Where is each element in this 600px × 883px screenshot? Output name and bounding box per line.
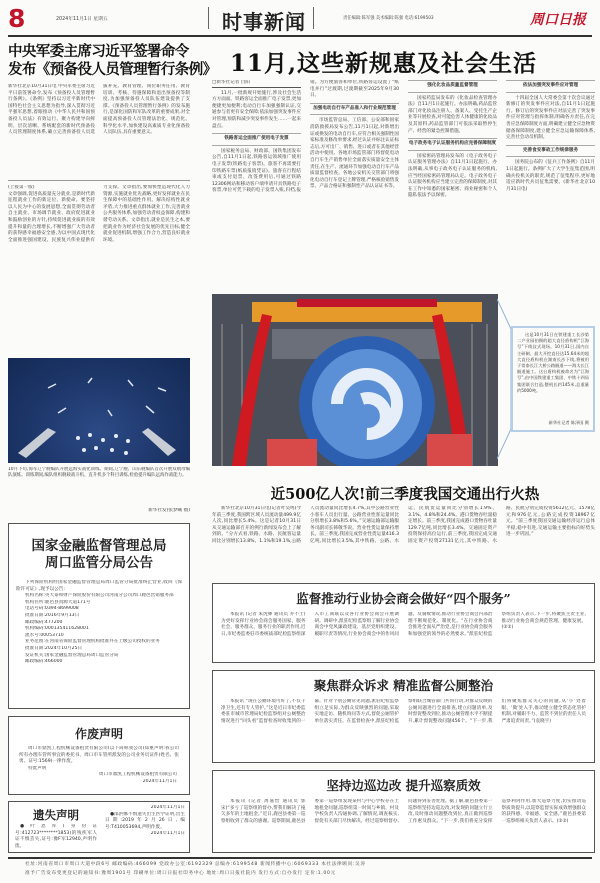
notice-line: 批准日期:2016年9月13日 bbox=[25, 612, 80, 618]
subhead: 铁路客运全面推广使用电子发票 bbox=[212, 133, 301, 146]
tunnel-boring-machine-photo bbox=[212, 294, 498, 466]
footer-line-1: 社址:河南省周口市周口大道中段6号 邮政编码:466099 党政办公室:6192329 总编办:6199548 新闻传播中心:6069333 本社法律顾问:吴涛 bbox=[25, 862, 366, 867]
tbm-photo-credit: 新华社记者 陈泽国 摄 bbox=[548, 420, 589, 425]
divider bbox=[313, 7, 314, 29]
footer-line-2: 准予广告发布变更登记的通知书:豫周1901号 印刷单位:周口日报社印务中心 地址:周口日报社院内 发行方式:自办发行 定价:1.00元 bbox=[25, 871, 336, 876]
lead-byline: □新华社记者 白阳 bbox=[212, 80, 301, 88]
notice-line: 电话号码:0394-8699008 bbox=[25, 606, 79, 612]
notice-line: 流水号:00053710 bbox=[25, 632, 64, 638]
subhead: 强化化妆品质量监督管理 bbox=[408, 80, 497, 93]
void-notice bbox=[8, 716, 190, 795]
employment-body: 文章强调,促进高质量充分就业,是新时代新征程就业工作的新定位、新使命。要坚持以人民为中心的发展思想,全面贯彻劳动者自主就业、市场调节就业、政府促进就业和鼓励创业的方针,持续促进就业质的有效提升和量的合理增长,不断增强广大劳动者的获得感幸福感安全感,为以中国式现代化全面推进强国建设、民族复兴伟业提供有力支撑。文章指出,要加快塑造现代化人力资源,实施就业优先战略,更好发挥就业在民生保障中的基础性作用。解决结构性就业矛盾,大力推进重点群体就业工作,完善就业公共服务体系,加强劳动者权益保障,构建和谐劳动关系。文章指出,就业是民生之本,要把就业作为经济社会发展的优先目标,健全就业促进机制,增强工作合力,营造良好就业环境。 bbox=[8, 185, 190, 243]
traffic-article: 新华社北京10月31日电(记者叶昊鸣)今年前三季度,我国跨区域人员流动量499.9亿人次,同比增长5.4%。这是记者10月31日从交通运输部召开的例行新闻发布会上了解到的。“分方式看,铁路、水路、民航客运量同比分别增长13.8%、1.1%和19.1%,公路人员流动量同比增长4.7%,其中公路营业性小客车人员出行量、公路营业性客运量同比分别增长3.8%和5.6%。”交通运输部运输服务司副司长韩敬华说。营业性货运量保持增长。前三季度,我国完成营业性货运量416.3亿吨,同比增长3.5%,其中铁路、公路、水运、民航货运量同比分别增长1.9%、3.1%、4.8%和24.4%。港口货物吞吐量稳定增长。前三季度,我国完成港口货物吞吐量129.7亿吨,同比增长3.4%。交通固定资产投资保持高位运行,前三季度,我国完成交通固定资产投资27131亿元,其中铁路、水路、民航分别完成投资5612亿元、1578亿元和976亿元,公路完成投资18967亿元。“前三季度我国交通运输经济运行总体平稳,稳中有进,交通运输主要指标向好势头进一步巩固。” bbox=[212, 506, 595, 544]
lead-headline: 11月,这些新规惠及社会生活 bbox=[230, 50, 538, 77]
void-notice-company: 周口市鼎凯工程机械设备租赁有限公司 bbox=[98, 772, 177, 778]
carrier-fleet-photo bbox=[8, 358, 190, 463]
tbm-caption-box bbox=[511, 326, 595, 432]
divider bbox=[8, 180, 190, 181]
subhead: 依法加强突发事件应对管理 bbox=[506, 80, 595, 93]
association-supervision-box bbox=[212, 583, 595, 663]
headline-line-1: 中央军委主席习近平签署命令 bbox=[8, 44, 189, 60]
subhead: 电子政务电子认证服务机构应完善保障制度 bbox=[408, 138, 497, 151]
notice-line: 业务范围:在河南省保险监督管理机构批准并在上级公司授权的业务 bbox=[25, 639, 160, 645]
lead-paragraph: 十四届全国人大常委会第十次会议通过新修订的突发事件应对法,自11月1日起施行。修订后的突发事件应对法完善了突发事件应对管理与指挥体制,明确各方责任,在完善应急保障制度方面,明确建立健全应急物资储备保障制度,建立健全应急运输保障体系,完善社会动员机制。 bbox=[506, 95, 595, 141]
lead-paragraph: 国务院公布的《征兵工作条例》自11月1日起施行。条例扩大了大学生征集范围,明确兵役机关的职责,规范了征集程序,更好地适应新时代兵员征集需要。(新华社北京10月31日电) bbox=[506, 160, 595, 192]
editor-info: 责任编辑:陈军强 美术编辑:陈强 电话:6199503 bbox=[343, 16, 434, 21]
lost-notice-right bbox=[105, 805, 185, 838]
notice-line: 批准日期:2024年10月25日 bbox=[25, 645, 83, 651]
issue-date: 2024年11月1日 星期五 bbox=[56, 17, 108, 22]
notice-line: 机构编码:000135411628001 bbox=[25, 626, 89, 632]
box-title: 坚持边巡边改 提升巡察质效 bbox=[326, 778, 481, 793]
fleet-photo-credit: 新华社发(张梦曦 摄) bbox=[148, 508, 190, 513]
section-title: 时事新闻 bbox=[222, 10, 306, 34]
paper-logo: 周口日报 bbox=[530, 12, 586, 28]
employment-article bbox=[8, 185, 190, 352]
box-body: 本报讯 (记者 朱虎彝 通讯员 乔不士)为更好发挥行业协会商会服务国家、服务社会、服务群众、服务行业的职责作用,近日,市纪委监委驻市委统战部纪检监察组深入市工商联以及各行业协会商会开展调研。调研中,派驻纪检监察组了解行业协会商会中党风廉政建设、基层党组织建设、履职尽责等情况,行业协会商会中的作风问题、反腐败情况,推动行业协会商会内部治理不断规范化、制度化。“在行业协会商会推进全面从严治党,是行业协会商会服务和加强党的领导的必然要求。”派驻纪检监察组负责人表示,下一步,将聚焦主责主业,推动行业协会商会规范管理、健康发展。(②②) bbox=[221, 612, 586, 637]
subhead: 完善食安事故工作规律服务 bbox=[506, 145, 595, 158]
lead-paragraph: 国家药监局发布的《化妆品检查管理办法》自11月1日起施行。办法明确,药品监管部门对化妆品注册人、备案人、受托生产企业等开展检查,对可能危害人体健康的化妆品及其原料,药品监管部门可依法采取暂停生产、经营的紧急控制措施。 bbox=[408, 95, 497, 134]
lost-notice-title: 遗失声明 bbox=[33, 808, 79, 822]
footer-rule bbox=[8, 857, 592, 859]
lost-item-2: ●邵洪娜不慎遗失出生医学证明,出生日期:2019年2月26日,编号:T410053694,声明作废。 bbox=[105, 811, 185, 830]
tbm-graphic bbox=[212, 294, 498, 466]
public-toilet-supervision-box bbox=[212, 670, 595, 763]
fleet-graphic bbox=[8, 358, 190, 463]
box-title: 监督推动行业协会商会做好“四个服务” bbox=[296, 591, 511, 606]
notice-title bbox=[9, 538, 189, 572]
traffic-headline: 近500亿人次!前三季度我国交通出行火热 bbox=[270, 486, 540, 503]
notice-line: 机构名称:英大泰和财产保险股份有限公司河南分公司周口鹿邑营销服务部 bbox=[25, 593, 174, 599]
notice-line: 机构住所:鹿邑县真源大道171号 bbox=[25, 599, 91, 605]
subhead: 加强电动自行车产品准入和行业规范管理 bbox=[310, 103, 399, 116]
notice-title-line-1: 国家金融监督管理总局 bbox=[31, 538, 167, 554]
void-notice-closing: 特此声明 bbox=[28, 765, 47, 771]
notice-intro: 下列保险机构经国家金融监督管理总局周口监管分局批准终止营业,收回《保险许可证》,现予以公告: bbox=[16, 580, 182, 592]
page-number: 8 bbox=[8, 4, 26, 33]
lost-date-2: 2024年11月1日 bbox=[150, 831, 185, 837]
fleet-photo-caption: 10月下旬,海军辽宁舰编队开展远海实战化训练。期间,辽宁舰、山东舰编队首次开展双航母编队演练。训练期间,编队组织舰载战斗机、直升机多个科目训练,检验提升编队远海作战能力。 bbox=[8, 467, 190, 479]
lead-paragraph: 市场监管总局、工信部、公安部和国家消防救援局发布公告,11月1日起,对新增出证或换发的电动自行车,应符合相关强制性国家标准及修改单要求,经过认证并标注认证标志后,方可出厂、销售、进口或者在其他经营活动中使用。各地市场监管部门将督促电动自行车生产销售单位全面落实质量安全主体责任,在生产、流通环节加强电动自行车产品质量监督检查。各地公安机关交管部门将强化电动自行车登记上牌管理,严格核验销售发票、产品合格证和强制性产品认证证书等。 bbox=[310, 118, 399, 190]
lead-intro: 11月,一批新规开始施行,涉及社会生活方方面面。铁路客运全面推广电子发票,更加便捷更加便利;电动自行车加强强制认证,交通参与者更有安全保障;依法加强突发事件应对管理,预防和减少突发事件发生……一起来盘点。 bbox=[212, 90, 301, 129]
tbm-caption: 这是10月31日在铁建重工长沙第二产业园拍摄的超大直径盾构机“江海号”下线仪式现场。10月31日,国内自主研制、最大开挖直径达15.64米的超大直径盾构机在湖南长沙下线,将被用于常泰长江大桥公路隧道——海太长江隧道施工。这台盾构机被命名为“江海号”,由中国铁建重工集团、中铁十四局集团联合打造,整机长约145米,总重量约5000吨。 bbox=[517, 332, 589, 393]
box-body: 本报讯 (记者 禹嘉怡 通讯员 郭宋)“多亏了巡察组的督办,帮我们解决了拖欠多年的土地租金。”近日,鹿邑县委第一巡察组收到了群众的感谢。巡察期间,鹿邑县委第一巡察组发现某村与中心学校存在土地租金问题,巡察组第一时间与乡镇、村及学校负责人沟通协调,了解情况,调查核实,督促有关部门尽快解决。经过巡察组督办,问题得到妥善处理。据了解,鹿邑县委第一巡察组坚持边巡边改,对发现的问题立行立改,及时推动问题整改到位,真正做到巡察工作惠及群众。“下一步,我们将充分发挥巡察利剑作用,加大巡察力度,切实推动巡察质效提升,以巡察监督实际成效增强群众的获得感、幸福感、安全感。”鹿邑县委第一巡察组相关负责人表示。(②②) bbox=[221, 799, 586, 824]
headline-reserve-regulations bbox=[8, 43, 217, 79]
notice-line: 邮政编码:477200 bbox=[25, 619, 63, 625]
divider bbox=[208, 7, 209, 29]
regulator-notice bbox=[8, 523, 190, 709]
box-title: 聚焦群众诉求 精准监督公厕整治 bbox=[313, 678, 494, 693]
notice-line: 发证机关:国家金融监督管理总局周口监管分局 bbox=[25, 652, 119, 658]
lost-notice bbox=[8, 801, 190, 853]
void-notice-date: 2024年11月1日 bbox=[142, 778, 177, 784]
reserve-article-body: 新华社北京10月31日电 中央军委主席习近平日前签署命令,发布《预备役人员管理暂行条例》。《条例》坚持以习近平新时代中国特色社会主义思想为指导,深入贯彻习近平强军思想,着眼推动《中华人民共和国预备役人员法》有效运行。聚力构建导向鲜明、层次清晰、系统配套的新时代预备役人员管理制度体系,确立完善预备役人员选拔补充、教育管理、岗位职务任用、教育培训、考核、待遇保障和退出预备役等制度,为加强预备役人员队伍建设提供了支撑。《预备役人员管理暂行条例》的发布施行,是深化国防和军队改革的重要成果,对全面提高预备役人员管理法治化、规范化、科学化水平,加快建设高素质专业化预备役人员队伍,具有重要意义。 bbox=[8, 84, 190, 136]
void-notice-title: 作废声明 bbox=[74, 727, 123, 741]
notice-line: 邮政编码:466000 bbox=[25, 659, 63, 665]
lead-paragraph: 国家密码管理局发布的《电子政务电子认证服务管理办法》自11月1日起施行。办法明确,从事电子政务电子认证服务的机构,应当经国家密码管理局认定。电子政务电子认证服务机构应当建立完善的保障制度,对其在工作中知悉的国家秘密、商业秘密和个人隐私依法予以保密。 bbox=[408, 153, 497, 199]
continued-label: (上接第一版) bbox=[8, 185, 35, 190]
box-body: 本报讯 “现在公厕环境可好了,不仅干净卫生,还有专人管护。”这是近日市纪委监委驻市城市管理局纪检监察组对公厕整治情况进行“回头看”监督检查时收集到的一幕。针对个别公厕常见问题,派驻纪检监察组立足实际,为群众反映强烈的问题,采取实地走访、随机询问等方式,督促公厕管护单位落实责任。在监督检查中,派驻纪检监察组联合城管部门共同行动,对群众反映的公厕问题进行全面排查,建立问题清单,及时督促整改到位,推动公厕管理水平不断提升,累计督促整改问题456个。“下一步,我们将聚焦群众关心的问题,从‘小’处着眼、‘微’处入手,推动建立健全常态化管护机制,对履职不力、监管不到位的责任人员严肃追责问责。”(袁晓宇) bbox=[221, 699, 586, 724]
notice-lines bbox=[16, 593, 182, 666]
headline-line-2: 发布《预备役人员管理暂行条例》 bbox=[8, 62, 217, 78]
header-rule bbox=[8, 35, 592, 37]
lead-paragraph: 国家税务总局、财政部、国铁集团发布公告,自11月1日起,铁路客运领域推广使用电子发票(铁路电子客票)。旅客不再需要打印铁路车票(纸质报销凭证)。旅客在行程结束或支付退票、改签费用后,可通过铁路12306网站和移动客户端申请开具铁路电子客票,单位可凭下载的电子发票入账,归档,报销。为方便旅客和单位,铁路客运设置了“纸电并行”过渡期,过渡期截至2025年9月30日。 bbox=[212, 80, 399, 194]
lead-article bbox=[212, 80, 595, 280]
void-notice-body: 周口市鼎凯工程机械设备租赁有限公司(以下简称我公司)郑重声明:我公司所有办理车管所事宜的委托书、周口市车管所派发的公司业务员证件(姓名、张勇、证号:1569)一律作废。 bbox=[19, 746, 179, 765]
notice-title-line-2: 周口监管分局公告 bbox=[45, 555, 153, 571]
lost-date-1: 2024年11月1日 bbox=[150, 805, 185, 810]
inspection-box bbox=[212, 770, 595, 853]
lost-item-1: ●叶恩库(身份证号:412723********1853)的残疾军人证不慎丢失,证号:豫F军12940,声明作废。 bbox=[15, 824, 97, 849]
